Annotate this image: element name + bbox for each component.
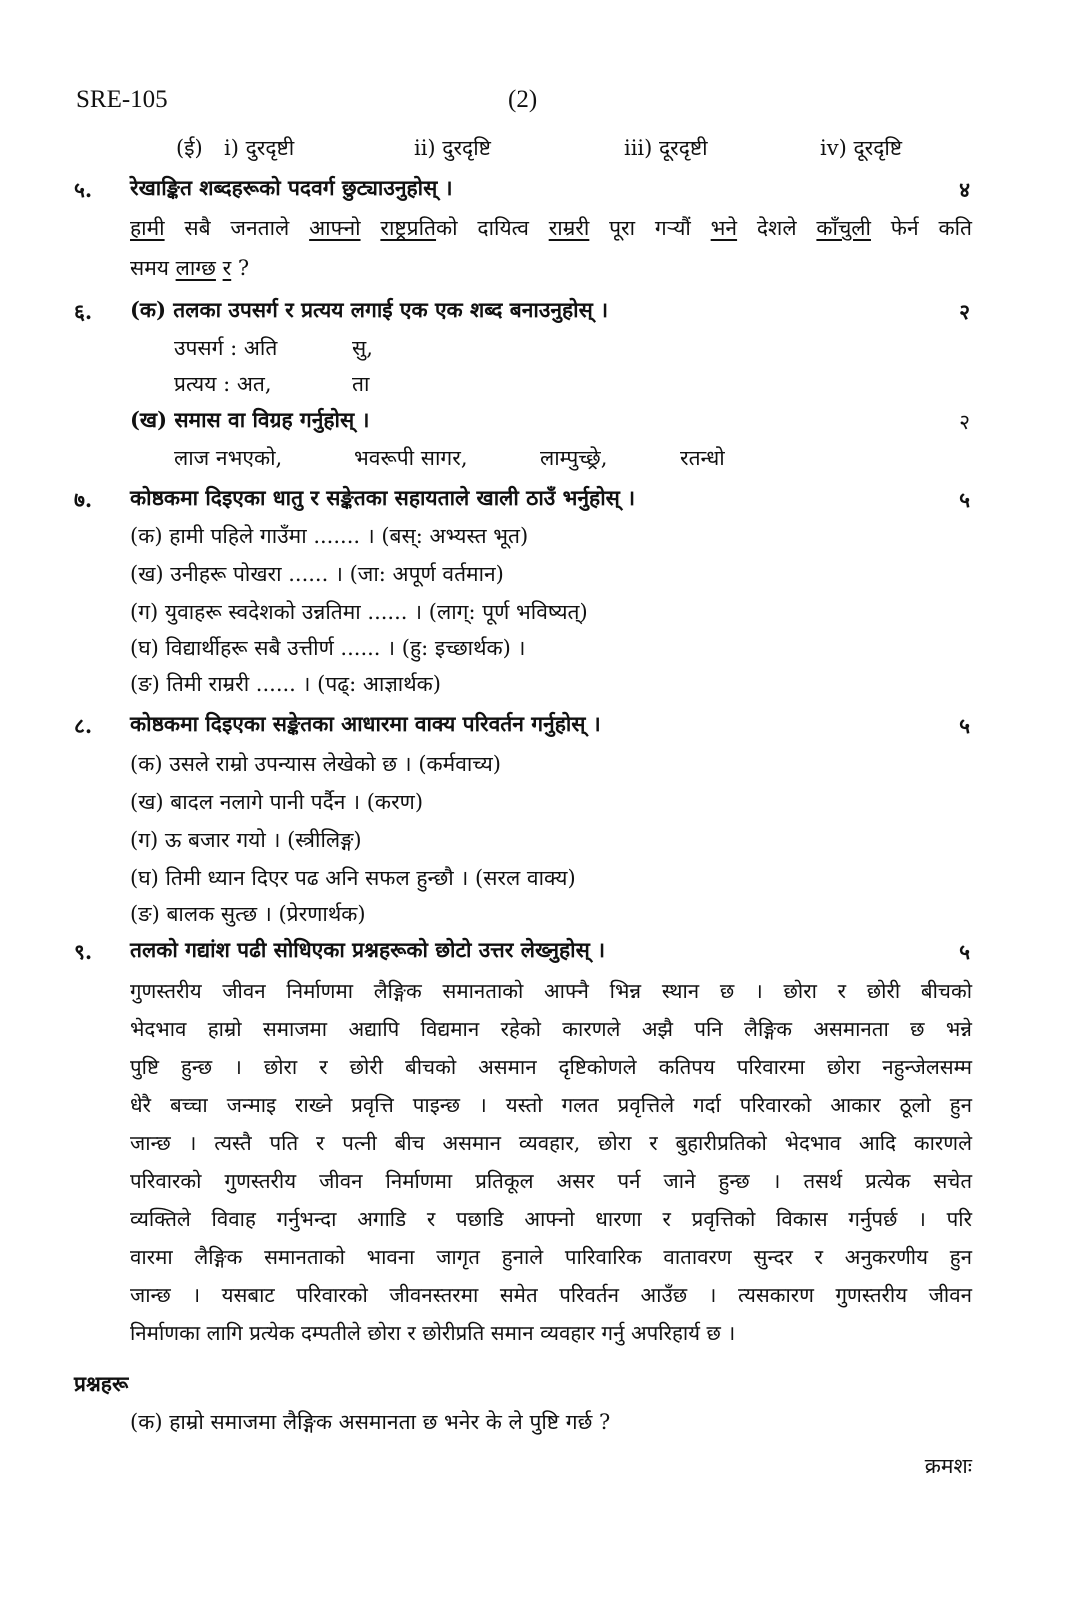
q7-item: (ख) उनीहरू पोखरा ...... । (जा: अपूर्ण वर्तमान) (130, 562, 504, 586)
q9-title: तलको गद्यांश पढी सोधिएका प्रश्नहरूको छोटो उत्तर लेख्नुहोस् । (130, 937, 606, 962)
q8-item: (ग) ऊ बजार गयो । (स्त्रीलिङ्ग) (130, 828, 362, 852)
sentence-text (216, 256, 223, 280)
sentence-text (361, 216, 381, 240)
passage-line: धेरै बच्चा जन्माइ राख्ने प्रवृत्ति पाइन्छ । यस्तो गलत प्रवृत्तिले गर्दा परिवारको आकार ठूलो हुन (130, 1093, 972, 1117)
sentence-text: देशले (737, 216, 817, 240)
q9-question-ka: (क) हाम्रो समाजमा लैङ्गिक असमानता छ भनेर के ले पुष्टि गर्छ ? (130, 1410, 611, 1434)
prefix-label: उपसर्ग : अति (174, 336, 278, 360)
suffix-item: ता (352, 372, 370, 396)
q4e-option-1: i) दुरदृष्टी (224, 136, 295, 160)
compound-item: लाज नभएको, (174, 446, 283, 470)
passage-line: पुष्टि हुन्छ । छोरा र छोरी बीचको असमान दृष्टिकोणले कतिपय परिवारमा छोरा नहुन्जेलसम्म (130, 1055, 972, 1079)
passage-line: भेदभाव हाम्रो समाजमा अद्यापि विद्यमान रहेको कारणले अझै पनि लैङ्गिक असमानता छ भन्ने (130, 1017, 972, 1041)
q7-item: (ङ) तिमी राम्ररी ...... । (पढ्: आज्ञार्थक) (130, 672, 441, 696)
q7-item: (ग) युवाहरू स्वदेशको उन्नतिमा ...... । (लाग्: पूर्ण भविष्यत्) (130, 600, 588, 624)
passage-line: गुणस्तरीय जीवन निर्माणमा लैङ्गिक समानताको आफ्नै भिन्न स्थान छ । छोरा र छोरी बीचको (130, 979, 972, 1003)
q9-marks: ५ (959, 939, 970, 964)
passage (130, 972, 972, 1352)
compound-item: भवरूपी सागर, (354, 446, 468, 470)
questions-heading: प्रश्नहरू (74, 1371, 129, 1396)
q8-number: ८. (74, 713, 93, 738)
q7-item: (क) हामी पहिले गाउँमा ....... । (बस्: अभ्यस्त भूत) (130, 524, 529, 548)
q5-number: ५. (74, 177, 93, 202)
q6-number: ६. (74, 299, 93, 324)
underlined-word: काँचुली (816, 216, 871, 240)
q5-title: रेखाङ्कित शब्दहरूको पदवर्ग छुट्याउनुहोस् । (130, 175, 453, 200)
passage-line: जान्छ । त्यस्तै पति र पत्नी बीच असमान व्यवहार, छोरा र बुहारीप्रतिको भेदभाव आदि कारणले (130, 1131, 972, 1155)
q5-sentence-line-2 (130, 256, 249, 280)
q6-kha-title: (ख) समास वा विग्रह गर्नुहोस् । (130, 407, 370, 432)
q4e-label: (ई) (176, 136, 203, 160)
q8-item: (ङ) बालक सुत्छ । (प्रेरणार्थक) (130, 902, 366, 926)
q8-marks: ५ (959, 713, 970, 738)
underlined-word: र (222, 256, 232, 280)
q6-kha-marks: २ (959, 410, 970, 434)
sentence-text: समय (130, 256, 176, 280)
q7-title: कोष्ठकमा दिइएका धातु र सङ्केतका सहायताले खाली ठाउँ भर्नुहोस् । (130, 485, 636, 510)
compound-item: लाम्पुच्छ्रे, (540, 446, 608, 470)
q4e-option-2: ii) दुरदृष्टि (414, 136, 491, 160)
passage-line: वारमा लैङ्गिक समानताको भावना जागृत हुनाले पारिवारिक वातावरण सुन्दर र अनुकरणीय हुन (130, 1245, 972, 1269)
sentence-text: ? (231, 256, 250, 280)
q5-marks: ४ (959, 177, 970, 202)
page-number: (2) (508, 86, 538, 113)
passage-line: निर्माणका लागि प्रत्येक दम्पतीले छोरा र छोरीप्रति समान व्यवहार गर्नु अपरिहार्य छ । (130, 1321, 736, 1345)
passage-line: परिवारको गुणस्तरीय जीवन निर्माणमा प्रतिकूल असर पर्न जाने हुन्छ । तसर्थ प्रत्येक सचेत (130, 1169, 972, 1193)
compound-item: रतन्धो (680, 446, 725, 470)
underlined-word: भने (710, 216, 738, 240)
q8-item: (क) उसले राम्रो उपन्यास लेखेको छ । (कर्मवाच्य) (130, 752, 501, 776)
passage-line: जान्छ । यसबाट परिवारको जीवनस्तरमा समेत परिवर्तन आउँछ । त्यसकारण गुणस्तरीय जीवन (130, 1283, 972, 1307)
q8-item: (ख) बादल नलागे पानी पर्दैन । (करण) (130, 790, 424, 814)
underlined-word: हामी (130, 216, 165, 240)
passage-line: व्यक्तिले विवाह गर्नुभन्दा अगाडि र पछाडि आफ्नो धारणा र प्रवृत्तिको विकास गर्नुपर्छ । परि (130, 1207, 972, 1231)
sentence-text: फेर्न कति (870, 216, 972, 240)
q7-item: (घ) विद्यार्थीहरू सबै उत्तीर्ण ...... । (हु: इच्छार्थक) । (130, 636, 526, 660)
underlined-word: राष्ट्रप्रति (380, 216, 437, 240)
continued-label: क्रमशः (924, 1454, 972, 1478)
underlined-word: राम्ररी (548, 216, 590, 240)
q8-item: (घ) तिमी ध्यान दिएर पढ अनि सफल हुन्छौ । (सरल वाक्य) (130, 866, 576, 890)
sentence-text: पूरा गर्‍यौं (589, 216, 711, 240)
suffix-label: प्रत्यय : अत, (174, 372, 272, 396)
q9-number: ९. (74, 939, 93, 964)
q4e-option-4: iv) दूरदृष्टि (820, 136, 903, 160)
q6-ka-marks: २ (959, 299, 970, 324)
sentence-text: को दायित्व (436, 216, 549, 240)
underlined-word: आफ्नो (309, 216, 361, 240)
sentence-text: सबै जनताले (164, 216, 310, 240)
underlined-word: लाग्छ (175, 256, 216, 280)
q5-sentence-line-1 (130, 216, 972, 240)
q6-ka-title: (क) तलका उपसर्ग र प्रत्यय लगाई एक एक शब्द बनाउनुहोस् । (130, 297, 609, 322)
prefix-item: सु, (352, 336, 373, 360)
q4e-option-3: iii) दूरदृष्टी (624, 136, 708, 160)
q8-title: कोष्ठकमा दिइएका सङ्केतका आधारमा वाक्य परिवर्तन गर्नुहोस् । (130, 711, 601, 736)
q7-number: ७. (74, 487, 93, 512)
paper-code: SRE-105 (76, 86, 168, 113)
q7-marks: ५ (959, 487, 970, 512)
